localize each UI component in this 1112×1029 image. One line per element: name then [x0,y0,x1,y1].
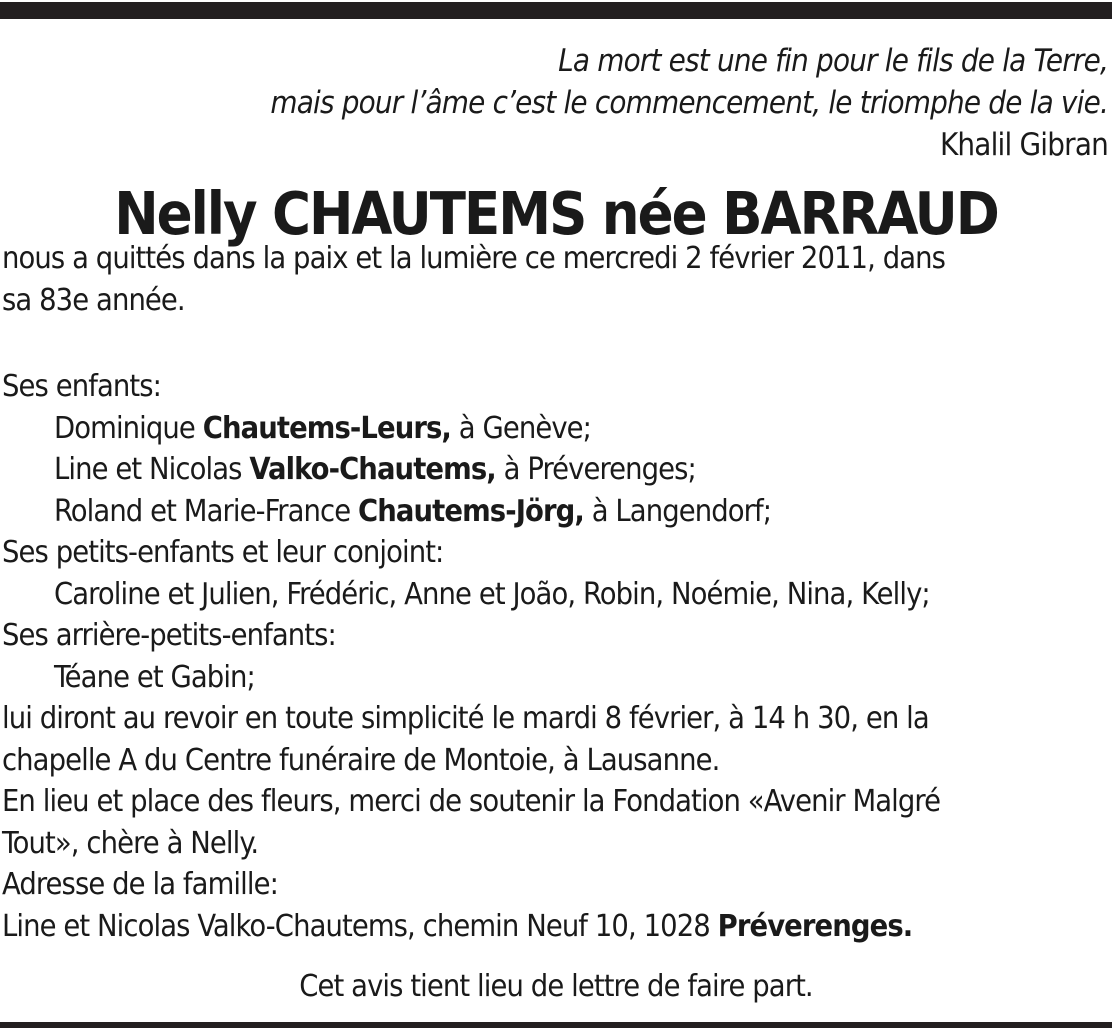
announcement-text [2,238,1112,321]
child-place: à Préverenges; [495,452,696,487]
child-entry [2,449,1112,491]
quote-line-2: mais pour l’âme c’est le commencement, le triomphe de la vie. [270,85,1108,121]
grandchildren-heading: Ses petits-enfants et leur conjoint: [2,535,444,570]
grandchildren-names: Caroline et Julien, Frédéric, Anne et João, Robin, Noémie, Nina, Kelly; [54,576,930,612]
child-first-names: Dominique [54,410,203,446]
child-first-names: Roland et Marie-France [54,493,359,529]
child-place: à Langendorf; [583,493,772,529]
announcement-line-2: sa 83e année. [2,282,185,318]
child-surname: Chautems-Jörg, [358,493,584,529]
child-place: à Genève; [450,410,591,446]
ceremony-line-2: chapelle A du Centre funéraire de Montoie, à Lausanne. [2,742,720,778]
child-surname: Chautems-Leurs, [202,410,451,446]
great-grandchildren-names: Téane et Gabin; [54,659,255,695]
donation-line-2: Tout», chère à Nelly. [2,825,259,861]
children-heading: Ses enfants: [2,369,161,404]
family-list [2,366,1112,947]
bottom-border-rule [0,1022,1112,1028]
child-entry [2,408,1112,450]
top-border-rule [0,2,1112,19]
great-grandchildren-heading: Ses arrière-petits-enfants: [2,618,336,653]
child-surname: Valko-Chautems, [249,452,496,487]
deceased-name: Nelly CHAUTEMS née BARRAUD [114,179,998,248]
announcement-line-1: nous a quittés dans la paix et la lumière ce mercredi 2 février 2011, dans [2,241,946,276]
closing-note: Cet avis tient lieu de lettre de faire part. [299,969,813,1004]
quote-author: Khalil Gibran [939,127,1108,163]
child-entry [2,491,1112,533]
ceremony-line-1: lui diront au revoir en toute simplicité le mardi 8 février, à 14 h 30, en la [2,701,929,736]
epigraph-quote [270,40,1108,166]
family-address [2,906,1112,948]
family-address-street: Line et Nicolas Valko-Chautems, chemin Neuf 10, 1028 [2,908,718,944]
family-address-heading: Adresse de la famille: [2,867,278,902]
donation-line-1: En lieu et place des fleurs, merci de soutenir la Fondation «Avenir Malgré [2,784,941,819]
family-address-town: Préverenges. [717,908,913,944]
quote-line-1: La mort est une fin pour le fils de la Terre, [558,43,1108,79]
child-first-names: Line et Nicolas [54,452,250,487]
